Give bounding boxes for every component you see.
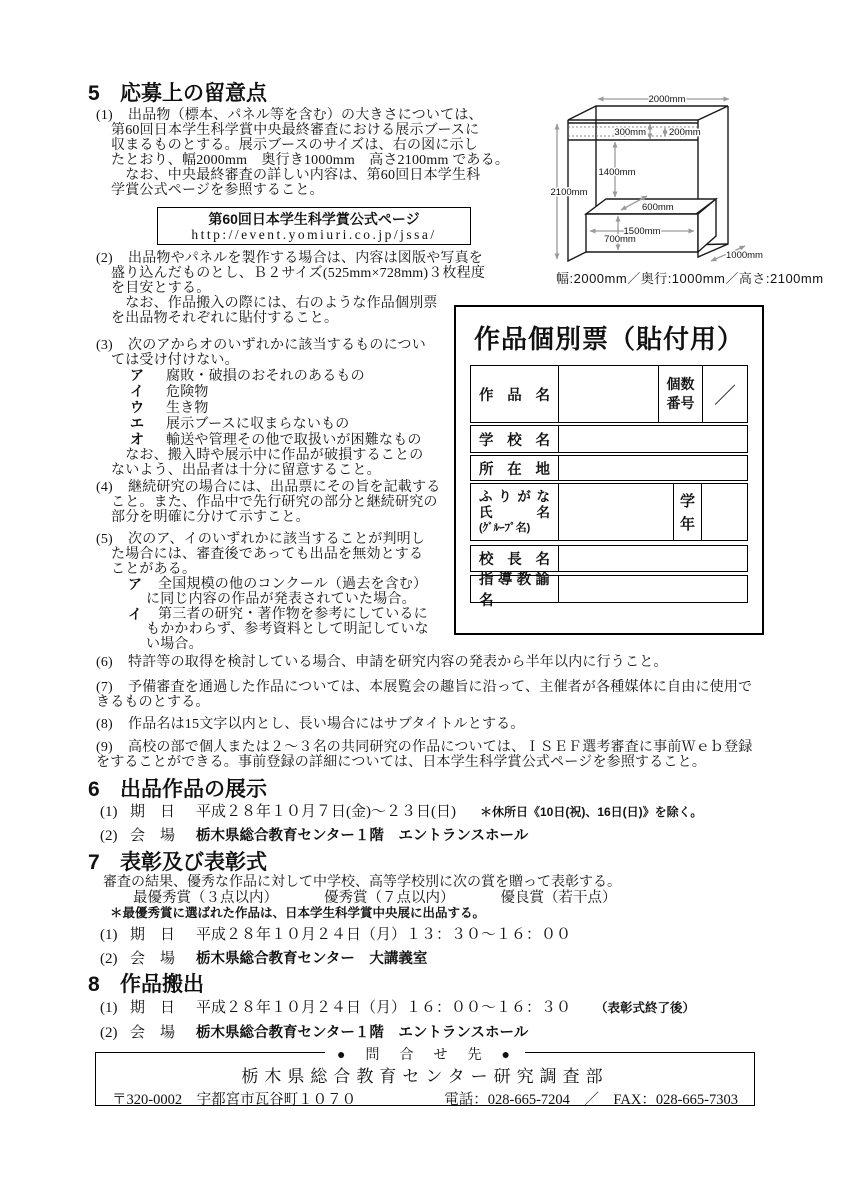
paragraph-7-text: 予備審査を通過した作品については、本展覧会の趣旨に沿って、主催者が各種媒体に自由に使用で きるものとする。 — [96, 680, 753, 710]
paragraph-3-marker: (3) — [96, 338, 113, 353]
section8-title: 作品搬出 — [120, 973, 204, 996]
paragraph-9-marker: (9) — [96, 740, 113, 755]
item-label: 期 日 — [130, 927, 176, 943]
paragraph-6-marker: (6) — [96, 655, 113, 670]
paragraph-5-marker: (5) — [96, 532, 113, 547]
school-name-field — [559, 426, 747, 452]
award-top: 最優秀賞（３点以内） — [133, 890, 278, 906]
section8-item1 — [100, 996, 695, 1017]
paragraph-6 — [96, 655, 811, 670]
contact-address: 〒320-0002 宇都宮市瓦谷町１０７０ — [112, 1092, 357, 1108]
item-value: 栃木県総合教育センター 大講義室 — [196, 951, 428, 967]
list-item-marker: オ — [130, 431, 145, 447]
label-1400mm: 1400mm — [598, 167, 636, 178]
item-value: 栃木県総合教育センター１階 エントランスホール — [196, 1025, 529, 1041]
item-value: 栃木県総合教育センター１階 エントランスホール — [196, 828, 529, 844]
section7-intro: 審査の結果、優秀な作品に対して中学校、高等学校別に次の賞を贈って表彰する。 — [103, 875, 621, 890]
list-item-marker: イ — [130, 383, 145, 399]
section5-title: 応募上の留意点 — [120, 82, 267, 105]
teacher-name-field — [559, 576, 747, 602]
label-1000mm: 1000mm — [726, 250, 763, 261]
item-label: 会 場 — [130, 828, 176, 844]
item-number: (2) — [100, 951, 118, 967]
school-name-label: 学校名 — [471, 426, 559, 452]
label-1500mm: 1500mm — [623, 226, 661, 237]
form-row-school — [470, 425, 748, 453]
list-item-text: 輸送や管理その他で取扱いが困難なもの — [166, 433, 422, 448]
list-item-text: 第三者の研究・著作物を参考にしているに もかかわらず、参考資料として明記していな い場合。 — [146, 607, 429, 652]
name-field — [559, 484, 673, 540]
principal-name-field — [559, 546, 747, 571]
section8-number: 8 — [88, 973, 100, 996]
label-200mm: 200mm — [669, 127, 701, 138]
section7-note: ＊最優秀賞に選ばれた作品は、日本学生科学賞中央展に出品する。 — [110, 906, 486, 920]
paragraph-4-text: 継続研究の場合には、出品票にその旨を記載する こと。また、作品中で先行研究の部分と継続研究の 部分を明確に分けて示すこと。 — [111, 480, 441, 525]
paragraph-3-lead: 次のアからオのいずれかに該当するものについ ては受け付けない。 — [111, 338, 426, 368]
paragraph-8-text: 作品名は15文字以内とし、長い場合にはサブタイトルとする。 — [128, 717, 525, 732]
paragraph-1 — [96, 108, 526, 198]
work-label-form — [454, 305, 764, 635]
list-item-text: 展示ブースに収まらないもの — [166, 417, 350, 432]
item-label: 会 場 — [130, 1025, 176, 1041]
grade-field — [702, 484, 747, 540]
form-row-name — [470, 483, 748, 541]
item-number: (2) — [100, 828, 118, 844]
list-item-text: 生き物 — [166, 401, 209, 416]
teacher-name-label: 指導教諭名 — [471, 576, 559, 602]
item-value: 平成２８年１０月２４日（月）１６：００～１６：３０ — [196, 1000, 572, 1016]
form-row-teacher — [470, 572, 748, 609]
list-item-marker: エ — [130, 415, 145, 431]
official-page-box — [157, 207, 471, 245]
item-number: (1) — [100, 804, 118, 820]
form-title: 作品個別票（貼付用） — [473, 324, 744, 354]
work-name-field — [559, 366, 658, 422]
paragraph-3-tail: なお、搬入時や展示中に作品が破損することの ないよう、出品者は十分に留意すること。 — [111, 448, 424, 478]
item-label: 期 日 — [130, 804, 176, 820]
booth-caption: 幅:2000mm／奥行:1000mm／高さ:2100mm — [556, 271, 824, 286]
booth-diagram — [543, 84, 850, 274]
award-good: 優良賞（若干点） — [500, 890, 617, 906]
paragraph-8-marker: (8) — [96, 717, 113, 732]
furigana-name-label: ふりがな 氏名 (ｸﾞﾙｰﾌﾟ名) — [471, 484, 559, 540]
section6-item2 — [100, 824, 528, 845]
item-note: ＊休所日《10日(祝)、16日(日)》を除く。 — [479, 805, 703, 819]
slash-mark: ／ — [713, 382, 736, 408]
address-label: 所在地 — [471, 456, 559, 480]
item-value: 平成２８年１０月７日(金)～２３日(日) — [196, 804, 456, 820]
label-700mm: 700mm — [604, 234, 636, 245]
list-item-text: 腐敗・破損のおそれのあるもの — [166, 369, 365, 384]
paragraph-1-marker: (1) — [96, 108, 113, 123]
section8-heading — [88, 973, 204, 996]
count-number-field — [702, 366, 747, 422]
list-item-text: 危険物 — [166, 385, 209, 400]
official-page-title: 第60回日本学生科学賞公式ページ — [208, 211, 420, 227]
official-page-url: http://event.yomiuri.co.jp/jssa/ — [191, 227, 437, 242]
contact-phone-fax: 電話：028-665-7204 ／ FAX：028-665-7303 — [444, 1092, 738, 1108]
label-2100mm: 2100mm — [550, 187, 588, 198]
section7-number: 7 — [88, 851, 100, 874]
count-number-label: 個数 番号 — [658, 366, 702, 422]
contact-box — [95, 1048, 755, 1108]
section6-title: 出品作品の展示 — [120, 778, 267, 801]
section7-title: 表彰及び表彰式 — [120, 851, 267, 874]
section6-heading — [88, 778, 267, 801]
paragraph-7 — [96, 680, 811, 710]
item-value: 平成２８年１０月２４日（月）１３：３０～１６：００ — [196, 927, 572, 943]
paragraph-6-text: 特許等の取得を検討している場合、申請を研究内容の発表から半年以内に行うこと。 — [128, 655, 668, 670]
work-name-label: 作品名 — [471, 366, 559, 422]
item-number: (2) — [100, 1025, 118, 1041]
item-number: (1) — [100, 1000, 118, 1016]
section6-item1 — [100, 800, 702, 821]
paragraph-5-lead: 次のア、イのいずれかに該当することが判明し た場合には、審査後であっても出品を無効とする ことがある。 — [111, 532, 426, 577]
item-number: (1) — [100, 927, 118, 943]
paragraph-2-marker: (2) — [96, 251, 113, 266]
label-2000mm: 2000mm — [648, 94, 686, 105]
section7-item2 — [100, 947, 427, 968]
item-label: 会 場 — [130, 951, 176, 967]
label-600mm: 600mm — [642, 202, 674, 213]
contact-box-title: ● 問 合 せ 先 ● — [325, 1044, 525, 1064]
paragraph-1-text: 出品物（標本、パネル等を含む）の大きさについては、 第60回日本学生科学賞中央最終審査における展示ブースに 収まるものとする。展示ブースのサイズは、右の図に示し たとおり、幅2000mm 奥行き1000mm 高さ2100mm である。 なお、中央最終審査の詳しい内容は、第60回日本学生科 学賞公式ページを参照すること。 — [111, 108, 510, 198]
dimension-labels — [551, 94, 764, 261]
award-excellent: 優秀賞（７点以内） — [324, 890, 455, 906]
paragraph-9-text: 高校の部で個人または２～３名の共同研究の作品については、ＩＳＥＦ選考審査に事前Ｗｅｂ登録 をすることができる。事前登録の詳細については、日本学生科学賞公式ページを参照すること。 — [96, 740, 753, 770]
contact-name: 栃木県総合教育センター研究調査部 — [241, 1067, 609, 1086]
section6-number: 6 — [88, 778, 100, 801]
section7-item1 — [100, 923, 571, 944]
paragraph-2-text: 出品物やパネルを製作する場合は、内容は図版や写真を 盛り込んだものとし、Ｂ２サイズ(525mm×728mm)３枚程度 を目安とする。 なお、作品搬入の際には、右のような作品個別票 を出品物それぞれに貼付すること。 — [111, 251, 486, 326]
list-item-marker: ア — [130, 367, 145, 383]
address-field — [559, 456, 747, 480]
paragraph-4-marker: (4) — [96, 480, 113, 495]
section8-item2 — [100, 1021, 528, 1042]
section5-number: 5 — [88, 82, 100, 105]
item-note: （表彰式終了後） — [595, 1001, 696, 1015]
list-item-marker: ウ — [130, 399, 145, 415]
form-table — [470, 365, 748, 609]
grade-label: 学 年 — [673, 484, 702, 540]
list-item-text: 全国規模の他のコンクール（過去を含む） に同じ内容の作品が発表されていた場合。 — [146, 577, 428, 607]
list-item-marker: イ — [128, 606, 143, 622]
section5-heading — [88, 82, 267, 105]
principal-name-label: 校長名 — [471, 546, 559, 571]
paragraph-8 — [96, 717, 811, 732]
form-row-work-name — [470, 365, 748, 423]
paragraph-7-marker: (7) — [96, 680, 113, 695]
paragraph-9 — [96, 740, 811, 770]
form-row-address — [470, 455, 748, 481]
item-label: 期 日 — [130, 1000, 176, 1016]
label-300mm: 300mm — [614, 127, 646, 138]
list-item-marker: ア — [128, 576, 143, 592]
